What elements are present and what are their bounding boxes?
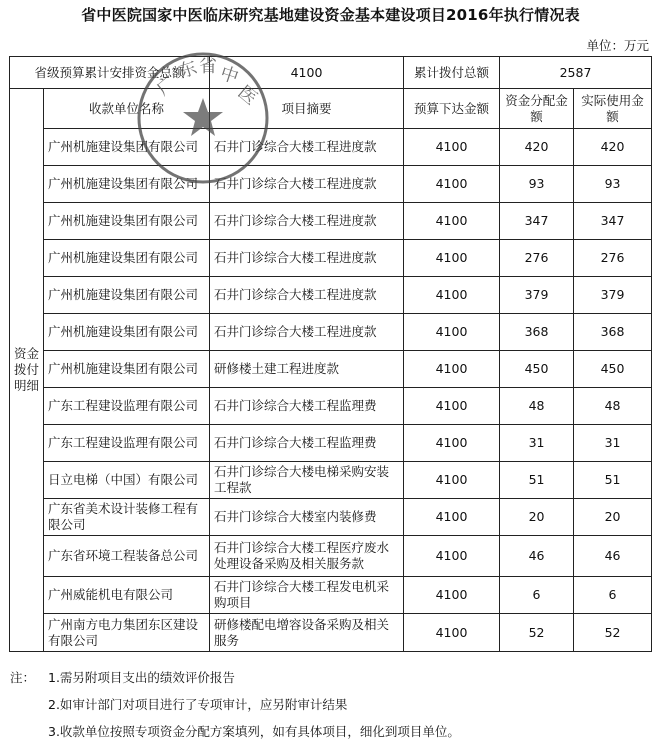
table-row	[10, 388, 652, 425]
unit-label: 单位：万元	[586, 38, 649, 53]
allocated-cell: 20	[500, 499, 574, 536]
actual-cell: 46	[574, 536, 652, 577]
table-row	[10, 129, 652, 166]
paid-total-value: 2587	[500, 57, 652, 89]
budget-cell: 4100	[404, 614, 500, 652]
project-cell: 石井门诊综合大楼工程进度款	[210, 203, 404, 240]
recipient-cell: 广州机施建设集团有限公司	[44, 203, 210, 240]
note-text: 2.如审计部门对项目进行了专项审计，应另附审计结果	[48, 697, 348, 712]
table-row	[10, 351, 652, 388]
allocated-cell: 368	[500, 314, 574, 351]
budget-cell: 4100	[404, 388, 500, 425]
recipient-cell: 广州机施建设集团有限公司	[44, 277, 210, 314]
svg-text:省: 省	[199, 56, 217, 77]
project-cell: 石井门诊综合大楼工程进度款	[210, 129, 404, 166]
summary-row	[10, 57, 652, 89]
project-cell: 研修楼配电增容设备采购及相关服务	[210, 614, 404, 652]
project-cell: 石井门诊综合大楼工程进度款	[210, 314, 404, 351]
notes-label: 注：	[10, 670, 36, 685]
header-allocated: 资金分配金额	[500, 89, 574, 129]
allocated-cell: 6	[500, 577, 574, 614]
side-label-line: 拨付	[14, 362, 40, 377]
table-row	[10, 203, 652, 240]
actual-cell: 52	[574, 614, 652, 652]
execution-table	[9, 56, 652, 652]
budget-cell: 4100	[404, 462, 500, 499]
recipient-cell: 广州机施建设集团有限公司	[44, 129, 210, 166]
actual-cell: 31	[574, 425, 652, 462]
table-row	[10, 499, 652, 536]
table-row	[10, 314, 652, 351]
recipient-cell: 广州机施建设集团有限公司	[44, 240, 210, 277]
budget-cell: 4100	[404, 351, 500, 388]
svg-text:广: 广	[152, 72, 181, 100]
budget-cell: 4100	[404, 240, 500, 277]
allocated-cell: 93	[500, 166, 574, 203]
note-text: 3.收款单位按照专项资金分配方案填列，如有具体项目，细化到项目单位。	[48, 724, 460, 739]
svg-text:中: 中	[217, 62, 242, 89]
header-recipient: 收款单位名称	[44, 89, 210, 129]
table-row	[10, 577, 652, 614]
project-cell: 石井门诊综合大楼工程发电机采购项目	[210, 577, 404, 614]
project-cell: 研修楼土建工程进度款	[210, 351, 404, 388]
actual-cell: 450	[574, 351, 652, 388]
actual-cell: 420	[574, 129, 652, 166]
budget-cell: 4100	[404, 425, 500, 462]
svg-text:东: 东	[176, 57, 200, 83]
svg-text:医: 医	[233, 81, 262, 110]
table-row	[10, 166, 652, 203]
header-budget: 预算下达金额	[404, 89, 500, 129]
recipient-cell: 广州机施建设集团有限公司	[44, 351, 210, 388]
recipient-cell: 广东省美术设计装修工程有限公司	[44, 499, 210, 536]
allocated-cell: 347	[500, 203, 574, 240]
header-row	[10, 89, 652, 129]
project-cell: 石井门诊综合大楼室内装修费	[210, 499, 404, 536]
budget-cell: 4100	[404, 314, 500, 351]
actual-cell: 347	[574, 203, 652, 240]
table-row	[10, 462, 652, 499]
project-cell: 石井门诊综合大楼工程进度款	[210, 277, 404, 314]
allocated-cell: 52	[500, 614, 574, 652]
paid-total-label: 累计拨付总额	[404, 57, 500, 89]
project-cell: 石井门诊综合大楼电梯采购安装工程款	[210, 462, 404, 499]
actual-cell: 276	[574, 240, 652, 277]
page-title: 省中医院国家中医临床研究基地建设资金基本建设项目2016年执行情况表	[81, 6, 580, 24]
table-row	[10, 240, 652, 277]
side-label-line: 资金	[14, 346, 40, 361]
table-row	[10, 614, 652, 652]
actual-cell: 20	[574, 499, 652, 536]
actual-cell: 368	[574, 314, 652, 351]
allocated-cell: 379	[500, 277, 574, 314]
recipient-cell: 日立电梯（中国）有限公司	[44, 462, 210, 499]
table-row	[10, 425, 652, 462]
table-row	[10, 277, 652, 314]
project-cell: 石井门诊综合大楼工程进度款	[210, 166, 404, 203]
note-text: 1.需另附项目支出的绩效评价报告	[48, 670, 235, 685]
budget-cell: 4100	[404, 577, 500, 614]
actual-cell: 48	[574, 388, 652, 425]
allocated-cell: 46	[500, 536, 574, 577]
project-cell: 石井门诊综合大楼工程监理费	[210, 425, 404, 462]
allocated-cell: 51	[500, 462, 574, 499]
budget-cell: 4100	[404, 166, 500, 203]
budget-cell: 4100	[404, 277, 500, 314]
recipient-cell: 广州机施建设集团有限公司	[44, 314, 210, 351]
budget-cell: 4100	[404, 499, 500, 536]
recipient-cell: 广东工程建设监理有限公司	[44, 388, 210, 425]
allocated-cell: 420	[500, 129, 574, 166]
actual-cell: 379	[574, 277, 652, 314]
recipient-cell: 广州威能机电有限公司	[44, 577, 210, 614]
allocated-cell: 48	[500, 388, 574, 425]
actual-cell: 6	[574, 577, 652, 614]
recipient-cell: 广州南方电力集团东区建设有限公司	[44, 614, 210, 652]
side-label	[10, 89, 44, 652]
allocated-cell: 276	[500, 240, 574, 277]
recipient-cell: 广东工程建设监理有限公司	[44, 425, 210, 462]
actual-cell: 51	[574, 462, 652, 499]
header-project: 项目摘要	[210, 89, 404, 129]
budget-total-value: 4100	[210, 57, 404, 89]
budget-cell: 4100	[404, 536, 500, 577]
budget-total-label: 省级预算累计安排资金总额	[10, 57, 210, 89]
recipient-cell: 广州机施建设集团有限公司	[44, 166, 210, 203]
budget-cell: 4100	[404, 203, 500, 240]
table-row	[10, 536, 652, 577]
project-cell: 石井门诊综合大楼工程进度款	[210, 240, 404, 277]
allocated-cell: 450	[500, 351, 574, 388]
budget-cell: 4100	[404, 129, 500, 166]
actual-cell: 93	[574, 166, 652, 203]
project-cell: 石井门诊综合大楼工程医疗废水处理设备采购及相关服务款	[210, 536, 404, 577]
allocated-cell: 31	[500, 425, 574, 462]
recipient-cell: 广东省环境工程装备总公司	[44, 536, 210, 577]
project-cell: 石井门诊综合大楼工程监理费	[210, 388, 404, 425]
header-actual: 实际使用金额	[574, 89, 652, 129]
side-label-line: 明细	[14, 378, 40, 393]
